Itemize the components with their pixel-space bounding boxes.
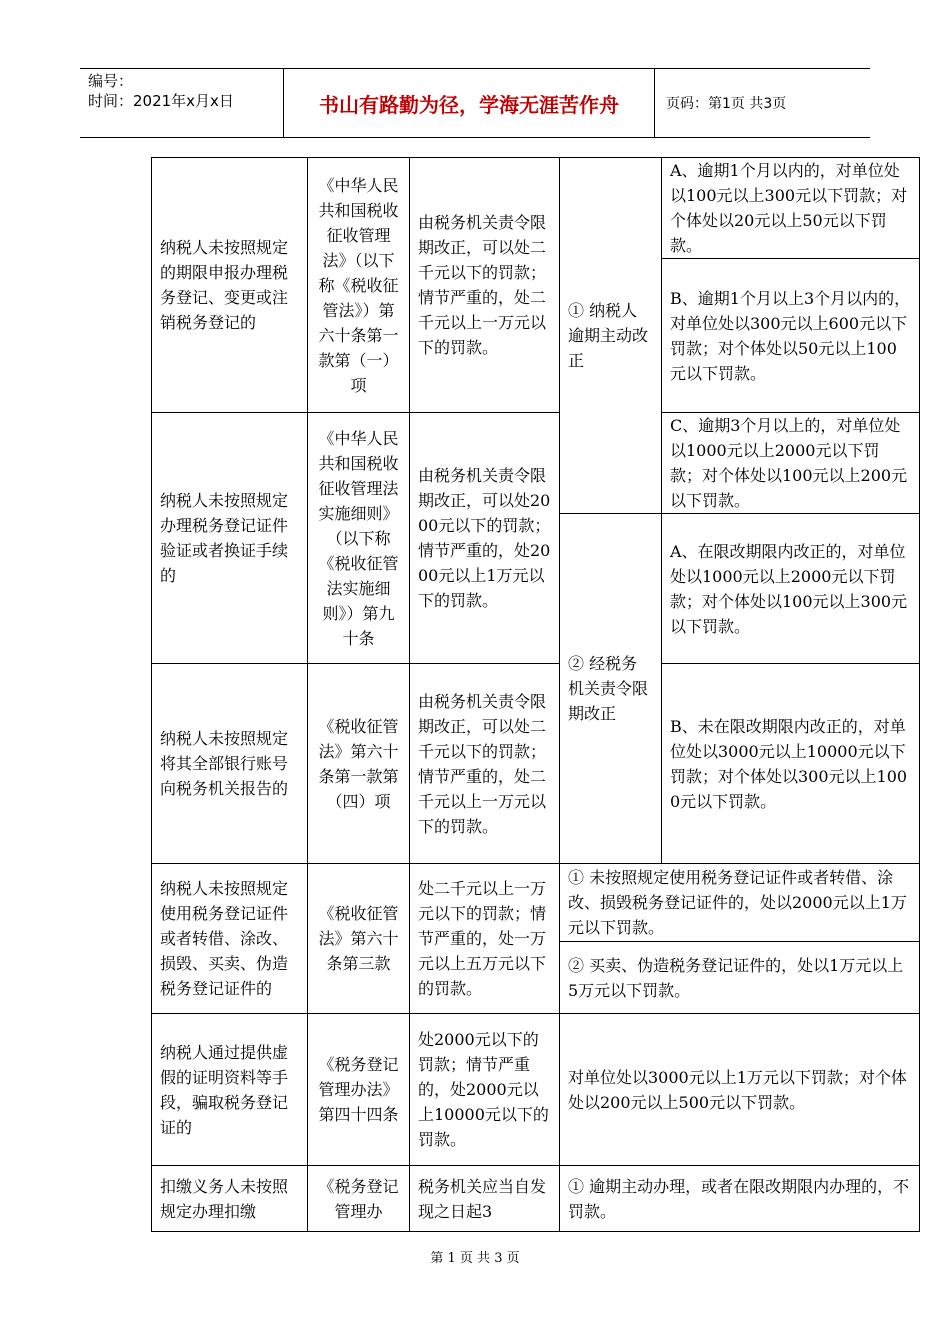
standard-cell: ① 逾期主动办理，或者在限改期限内办理的，不罚款。 (560, 1166, 920, 1232)
table-row (152, 413, 920, 514)
table-row (152, 1166, 920, 1232)
page-footer: 第 1 页 共 3 页 (430, 1251, 520, 1266)
penalty-cell: 税务机关应当自发现之日起3 (410, 1166, 560, 1232)
penalty-cell: 处2000元以下的罚款；情节严重的，处2000元以上10000元以下的罚款。 (410, 1014, 560, 1166)
standard-cell: A、逾期1个月以内的，对单位处以100元以上300元以下罚款；对个体处以20元以上50元以下罚款。 (662, 158, 920, 259)
standard-cell: C、逾期3个月以上的，对单位处以1000元以上2000元以下罚款；对个体处以100元以上200元以下罚款。 (662, 413, 920, 514)
standard-cell: A、在限改期限内改正的，对单位处以1000元以上2000元以下罚款；对个体处以100元以上300元以下罚款。 (662, 514, 920, 664)
table-row (152, 664, 920, 864)
situation-cell: ② 经税务机关责令限期改正 (560, 514, 662, 864)
legal-basis-cell: 《中华人民共和国税收征收管理法》（以下称《税收征管法》）第六十条第一款第（一）项 (308, 158, 410, 413)
header-page-info: 页码：第1页 共3页 (666, 96, 787, 112)
header-meta (80, 69, 284, 137)
violation-cell: 纳税人未按照规定使用税务登记证件或者转借、涂改、损毁、买卖、伪造税务登记证件的 (152, 864, 308, 1014)
legal-basis-cell: 《税收征管法》第六十条第三款 (308, 864, 410, 1014)
violation-cell: 纳税人未按照规定将其全部银行账号向税务机关报告的 (152, 664, 308, 864)
penalty-cell: 处二千元以上一万元以下的罚款；情节严重的，处一万元以上五万元以下的罚款。 (410, 864, 560, 1014)
legal-basis-cell: 《中华人民共和国税收征收管理法实施细则》（以下称《税收征管法实施细则》）第九十条 (308, 413, 410, 664)
standard-cell: B、未在限改期限内改正的，对单位处以3000元以上10000元以下罚款；对个体处以300元以上1000元以下罚款。 (662, 664, 920, 864)
standard-cell: ② 买卖、伪造税务登记证件的，处以1万元以上5万元以下罚款。 (560, 942, 920, 1014)
standard-cell: B、逾期1个月以上3个月以内的，对单位处以300元以上600元以下罚款；对个体处以50元以上100元以下罚款。 (662, 259, 920, 413)
number-label: 编号： (88, 72, 134, 90)
violation-cell: 扣缴义务人未按照规定办理扣缴 (152, 1166, 308, 1232)
table-row (152, 1014, 920, 1166)
penalty-cell: 由税务机关责令限期改正，可以处二千元以下的罚款；情节严重的，处二千元以上一万元以下的罚款。 (410, 664, 560, 864)
penalty-cell: 由税务机关责令限期改正，可以处二千元以下的罚款；情节严重的，处二千元以上一万元以下的罚款。 (410, 158, 560, 413)
standard-cell: 对单位处以3000元以上1万元以下罚款；对个体处以200元以上500元以下罚款。 (560, 1014, 920, 1166)
header-motto: 书山有路勤为径，学海无涯苦作舟 (284, 69, 655, 137)
penalty-cell: 由税务机关责令限期改正，可以处2000元以下的罚款；情节严重的，处2000元以上1万元以下的罚款。 (410, 413, 560, 664)
violation-cell: 纳税人通过提供虚假的证明资料等手段，骗取税务登记证的 (152, 1014, 308, 1166)
legal-basis-cell: 《税务登记管理办 (308, 1166, 410, 1232)
legal-basis-cell: 《税收征管法》第六十条第一款第（四）项 (308, 664, 410, 864)
situation-cell: ① 纳税人逾期主动改正 (560, 158, 662, 514)
violation-cell: 纳税人未按照规定的期限申报办理税务登记、变更或注销税务登记的 (152, 158, 308, 413)
table-row (152, 158, 920, 259)
legal-basis-cell: 《税务登记管理办法》第四十四条 (308, 1014, 410, 1166)
violation-cell: 纳税人未按照规定办理税务登记证件验证或者换证手续的 (152, 413, 308, 664)
table-row (152, 864, 920, 942)
time-label: 时间：2021年x月x日 (88, 92, 234, 110)
document-header (80, 68, 870, 138)
penalty-table (151, 157, 920, 1232)
standard-cell: ① 未按照规定使用税务登记证件或者转借、涂改、损毁税务登记证件的，处以2000元以上1万元以下罚款。 (560, 864, 920, 942)
